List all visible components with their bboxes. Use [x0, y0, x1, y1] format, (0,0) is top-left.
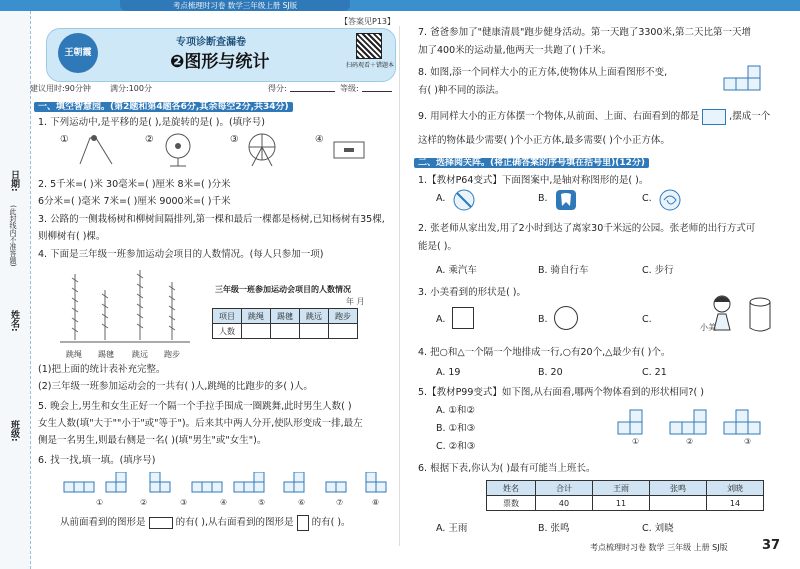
q4-table: [212, 308, 358, 339]
section-1-heading: [34, 99, 293, 112]
c6-head-4: 张鸣: [650, 481, 707, 496]
page-number: 37: [762, 538, 781, 553]
q4-sub-2: (2)三年级一班参加运动会的一共有( )人,跳绳的比跑步的多( )人。: [38, 381, 313, 392]
q4-head-4: 跳远: [300, 309, 329, 324]
column-divider: [399, 26, 400, 546]
c3-opt-a: A.: [436, 314, 446, 325]
q4-xlabel-1: 跳绳: [66, 350, 82, 359]
time-label: 建议用时:90分钟: [30, 84, 91, 93]
q1-opt-4: ④: [315, 134, 324, 145]
q5-line-1: 5. 晚会上,男生和女生正好一个隔一个手拉手围成一圈跳舞,此时男生人数( ): [38, 401, 352, 412]
c6-text: 6. 根据下表,你认为( )最有可能当上班长。: [418, 463, 596, 474]
q9-line-1: [418, 108, 770, 125]
c6-cell-total: 40: [536, 496, 593, 511]
q6-num-6: ⑥: [298, 498, 306, 507]
c5-opt-c: C. ②和③: [436, 441, 476, 452]
score-line: [290, 91, 335, 92]
q4-sub-1: (1)把上面的统计表补充完整。: [38, 364, 166, 375]
c6-opt-b: B. 张鸣: [538, 523, 570, 534]
banner-title: 图形与统计: [184, 52, 270, 72]
drawer-icon: [330, 136, 370, 166]
score-label: 得分:: [268, 84, 287, 93]
c4-opt-b: B. 20: [538, 367, 563, 378]
q6-bottom-b: 的有( ),从右面看到的图形是: [175, 517, 294, 528]
q4-xlabel-4: 跑步: [164, 350, 180, 359]
q4-head-5: 跑步: [329, 309, 358, 324]
q3-line-2: 则柳树有( )棵。: [38, 231, 106, 242]
qr-code: [356, 33, 382, 59]
q4-cell-blank[interactable]: [300, 324, 329, 339]
slide-icon: [76, 132, 116, 168]
banner-number: ❷: [170, 52, 185, 72]
q9-line-2: 这样的物体最少需要( )个小正方体,最多需要( )个小正方体。: [418, 135, 670, 146]
q4-tally-chart: [60, 268, 190, 346]
q9-b: ,摆成一个: [729, 111, 771, 122]
c6-cell-zhang: [650, 496, 707, 511]
section-2-heading: [414, 155, 649, 168]
footer-text: 考点梳理时习卷 数学 三年级 上册 SJ版: [590, 543, 728, 552]
square-shape: [452, 307, 474, 329]
q4-head-3: 踢毽: [271, 309, 300, 324]
c2-line-2: 能是( )。: [418, 241, 457, 252]
c2-opt-c: C. 步行: [642, 265, 674, 276]
q4-head-2: 跳绳: [242, 309, 271, 324]
name-label: 姓名:: [9, 310, 19, 332]
q4-text: 4. 下面是三年级一班参加运动会项目的人数情况。(每人只参加一项): [38, 249, 324, 260]
fan-icon: [160, 132, 196, 168]
c4-text: 4. 把○和△一个隔一个地排成一行,○有20个,△最少有( )个。: [418, 347, 671, 358]
c6-head-5: 刘晓: [707, 481, 764, 496]
q6-text: 6. 找一找,填一填。(填序号): [38, 455, 156, 466]
q8-cube-figure: [722, 60, 766, 94]
c5-num-2: ②: [686, 437, 694, 446]
ferris-wheel-icon: [244, 132, 280, 168]
q4-head-1: 项目: [213, 309, 242, 324]
q6-num-1: ①: [96, 498, 104, 507]
c5-num-3: ③: [744, 437, 752, 446]
c2-opt-a: A. 乘汽车: [436, 265, 477, 276]
c4-opt-a: A. 19: [436, 367, 461, 378]
c5-opt-a: A. ①和②: [436, 405, 475, 416]
q6-num-5: ⑤: [258, 498, 266, 507]
c5-cube-figures: [614, 404, 764, 438]
q6-cube-figures: [62, 472, 392, 498]
banner-subtitle: 专项诊断查漏卷: [176, 37, 246, 48]
c3-person-label: 小美: [700, 323, 716, 332]
q1-opt-1: ①: [60, 134, 69, 145]
c3-opt-b: B.: [538, 314, 548, 325]
q9-square-shape: [702, 109, 726, 125]
q6-shape-horizontal: [149, 517, 173, 529]
c6-head-1: 姓名: [487, 481, 536, 496]
banner-title-wrap: [170, 47, 269, 72]
q7-line-2: 加了400米的运动量,他两天一共跑了( )千米。: [418, 45, 612, 56]
top-strip-text: 考点梳理时习卷 数学三年级上册 SJ版: [120, 0, 350, 11]
grade-line: [362, 91, 392, 92]
c6-head-2: 合计: [536, 481, 593, 496]
total-score: 满分:100分: [110, 84, 152, 93]
c5-text: 5.【教材P99变式】如下图,从右面看,哪两个物体看到的形状相同?( ): [418, 387, 704, 398]
c6-cell-wang: 11: [593, 496, 650, 511]
q1-opt-2: ②: [145, 134, 154, 145]
q6-num-8: ⑧: [372, 498, 380, 507]
no-smoking-icon: [452, 188, 476, 212]
c5-num-1: ①: [632, 437, 640, 446]
class-label: 班级:: [9, 420, 19, 442]
c6-table: [486, 480, 764, 511]
q1-opt-3: ③: [230, 134, 239, 145]
c1-opt-a: A.: [436, 193, 446, 204]
q7-line-1: 7. 爸爸参加了"健康清晨"跑步健身活动。第一天跑了3300米,第二天比第一天增: [418, 27, 752, 38]
q6-bottom: [60, 514, 351, 531]
c4-opt-c: C. 21: [642, 367, 667, 378]
date-label: 日期:: [9, 170, 19, 192]
q4-cell-blank[interactable]: [242, 324, 271, 339]
q2-line-1: 2. 5千米=( )米 30毫米=( )厘米 8米=( )分米: [38, 179, 231, 190]
section-2-title: 二、选择阅关阵。(将正确答案的序号填在括号里)(12分): [414, 158, 649, 168]
q6-num-3: ③: [180, 498, 188, 507]
c6-cell-liu: 14: [707, 496, 764, 511]
q1-pictures: [60, 132, 390, 172]
q9-a: 9. 用同样大小的正方体摆一个物体,从前面、上面、右面看到的都是: [418, 111, 700, 122]
brand-logo: 王朝霞: [58, 33, 98, 73]
c1-text: 1.【教材P64变式】下面图案中,是轴对称图形的是( )。: [418, 175, 649, 186]
c6-opt-a: A. 王雨: [436, 523, 468, 534]
q4-xlabel-2: 踢毽: [98, 350, 114, 359]
q3-line-1: 3. 公路的一侧栽杨树和柳树间隔排列,第一棵和最后一棵都是杨树,已知杨树有35棵,: [38, 214, 385, 225]
q6-num-2: ②: [140, 498, 148, 507]
c6-opt-c: C. 刘晓: [642, 523, 674, 534]
binding-margin: [0, 11, 31, 569]
tooth-icon: [554, 188, 578, 212]
q6-bottom-c: 的有( )。: [311, 517, 351, 528]
q4-row-label: 人数: [213, 324, 242, 339]
q6-shape-vertical: [297, 515, 309, 531]
c2-opt-b: B. 骑自行车: [538, 265, 589, 276]
q6-num-7: ⑦: [336, 498, 344, 507]
c2-line-1: 2. 张老师从家出发,用了2小时到达了离家30千米远的公园。张老师的出行方式可: [418, 223, 756, 234]
binding-note: (此封线内不准答题): [9, 205, 17, 267]
q4-cell-blank[interactable]: [271, 324, 300, 339]
c6-row-label: 票数: [487, 496, 536, 511]
c6-head-3: 王雨: [593, 481, 650, 496]
circle-shape: [554, 306, 578, 330]
q6-num-4: ④: [220, 498, 228, 507]
q5-line-2: 女生人数(填"大于""小于"或"等于")。后来其中两人分开,使队形变成一排,最左: [38, 418, 363, 429]
c1-opt-c: C.: [642, 193, 652, 204]
c3-text: 3. 小美看到的形状是( )。: [418, 287, 527, 298]
grade-label: 等级:: [340, 84, 359, 93]
qr-caption: 扫码观看＋错题本: [346, 62, 395, 69]
q4-xlabel-3: 跳远: [132, 350, 148, 359]
q8-line-2: 有( )种不同的添法。: [418, 85, 505, 96]
answer-ref: 【答案见P13】: [340, 17, 396, 26]
q6-bottom-a: 从前面看到的图形是: [60, 517, 146, 528]
swirl-icon: [658, 188, 682, 212]
q5-line-3: 侧是一名男生,则最右侧是一名( )(填"男生"或"女生")。: [38, 435, 267, 446]
q4-table-title: 三年级一班参加运动会项目的人数情况: [215, 285, 351, 294]
q1-text: 1. 下列运动中,是平移的是( ),是旋转的是( )。(填序号): [38, 117, 265, 128]
section-1-title: 一、填空智慧园。(第2题和第4题各6分,其余每空2分,共34分): [34, 102, 293, 112]
c5-opt-b: B. ①和③: [436, 423, 476, 434]
c3-opt-c: C.: [642, 314, 652, 325]
c1-opt-b: B.: [538, 193, 548, 204]
q4-date: 年 月: [346, 297, 365, 306]
q8-line-1: 8. 如图,添一个同样大小的正方体,使物体从上面看图形不变,: [418, 67, 668, 78]
q4-cell-blank[interactable]: [329, 324, 358, 339]
q2-line-2: 6分米=( )毫米 7米=( )厘米 9000米=( )千米: [38, 196, 231, 207]
